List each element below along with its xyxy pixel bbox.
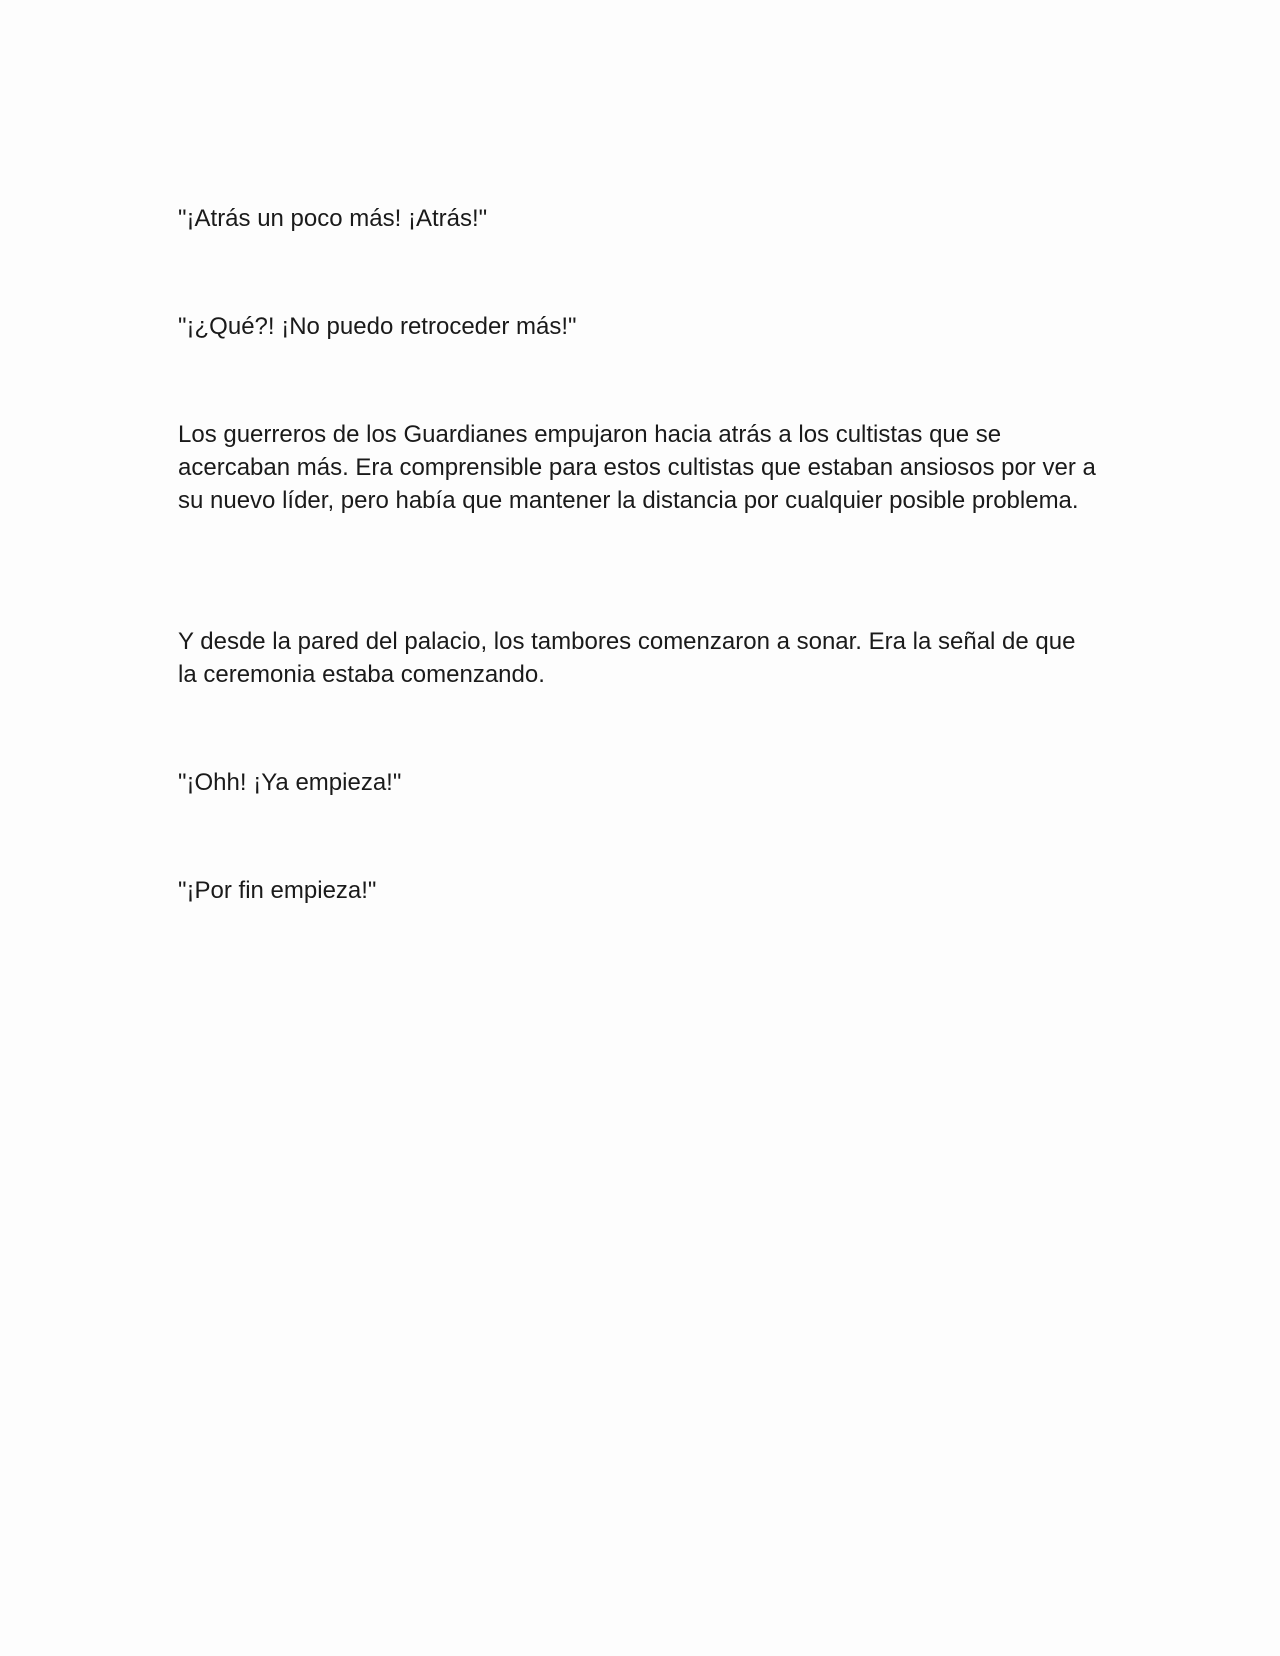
- paragraph-2: "¡¿Qué?! ¡No puedo retroceder más!": [178, 313, 577, 340]
- paragraph-3: Los guerreros de los Guardianes empujaron hacia atrás a los cultistas que se acercaban más. Era comprensible para estos cultistas que estaban ansiosos por ver a su nuevo líder, pero había que mantener la distancia por cualquier posible problema.: [178, 421, 1096, 514]
- paragraph-1: "¡Atrás un poco más! ¡Atrás!": [178, 205, 488, 232]
- paragraph-6: "¡Por fin empieza!": [178, 877, 377, 904]
- paragraph-4: Y desde la pared del palacio, los tambores comenzaron a sonar. Era la señal de que la ceremonia estaba comenzando.: [178, 628, 1076, 688]
- paragraph-5: "¡Ohh! ¡Ya empieza!": [178, 769, 402, 796]
